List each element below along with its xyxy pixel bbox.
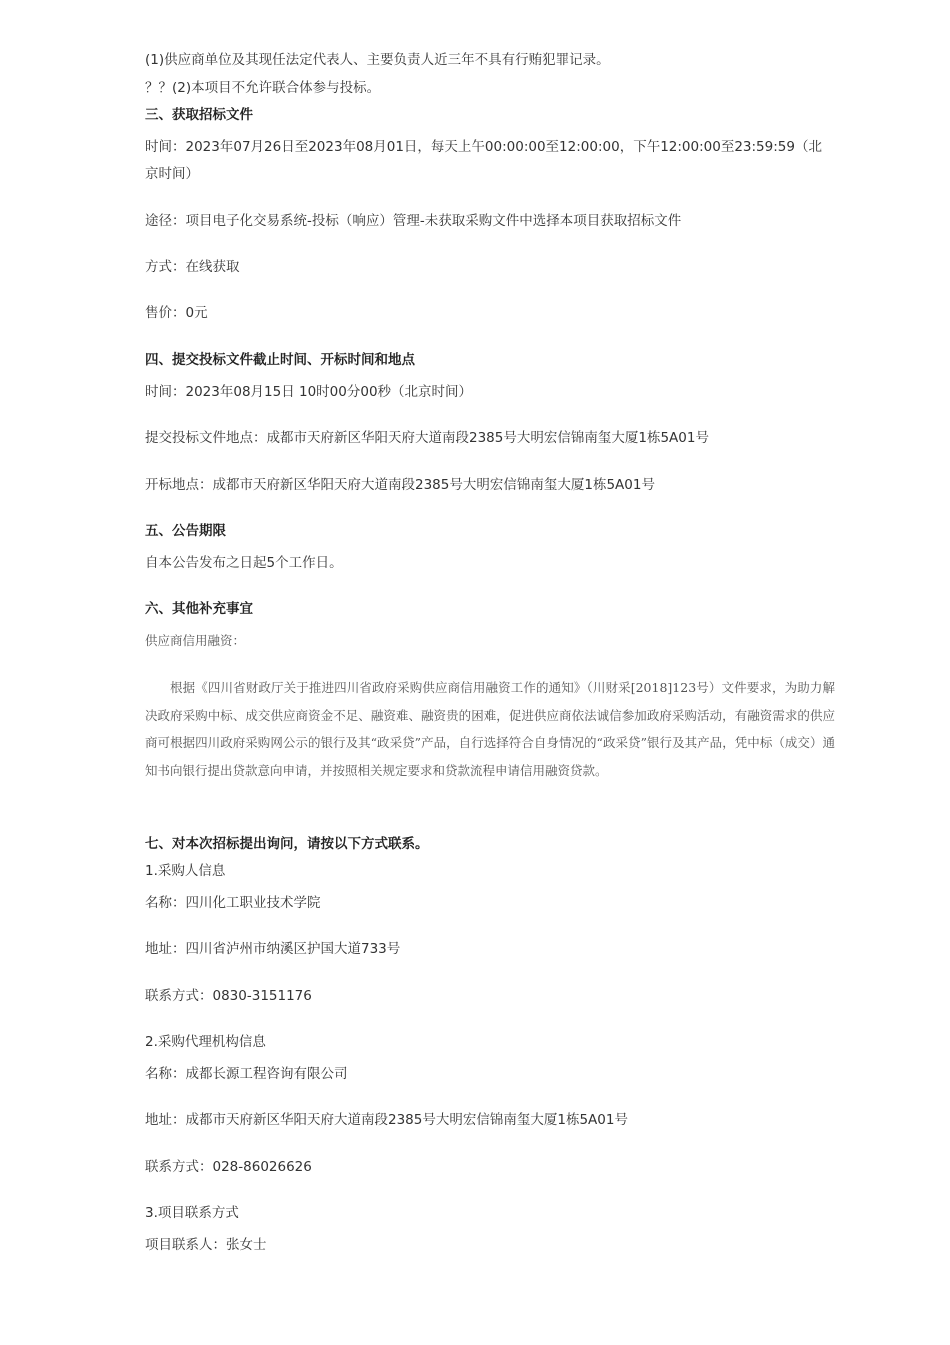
document-time: 时间：2023年07月26日至2023年08月01日，每天上午00:00:00至12:00:00，下午12:00:00至23:59:59（北京时间） <box>145 139 822 182</box>
agency-contact: 联系方式：028-86026626 <box>145 1159 312 1175</box>
project-contact-person: 项目联系人：张女士 <box>145 1237 267 1253</box>
bid-submit-place: 提交投标文件地点：成都市天府新区华阳天府大道南段2385号大明宏信锦南玺大厦1栋5A01号 <box>145 430 709 446</box>
purchaser-info-title: 1.采购人信息 <box>145 863 226 879</box>
bid-deadline-time: 时间：2023年08月15日 10时00分00秒（北京时间） <box>145 384 473 400</box>
agency-address: 地址：成都市天府新区华阳天府大道南段2385号大明宏信锦南玺大厦1栋5A01号 <box>145 1112 628 1128</box>
purchaser-address: 地址：四川省泸州市纳溪区护国大道733号 <box>145 941 401 957</box>
section-heading-7: 七、对本次招标提出询问，请按以下方式联系。 <box>145 836 429 852</box>
section-heading-3: 三、获取招标文件 <box>145 107 253 123</box>
agency-info-title: 2.采购代理机构信息 <box>145 1034 266 1050</box>
section-heading-6: 六、其他补充事宜 <box>145 601 253 617</box>
eligibility-item-2: ？？(2)本项目不允许联合体参与投标。 <box>145 80 381 96</box>
eligibility-item-1: (1)供应商单位及其现任法定代表人、主要负责人近三年不具有行贿犯罪记录。 <box>145 52 610 68</box>
credit-financing-subheading: 供应商信用融资： <box>145 633 246 648</box>
document-price: 售价：0元 <box>145 305 208 321</box>
section-heading-4: 四、提交投标文件截止时间、开标时间和地点 <box>145 352 415 368</box>
agency-name: 名称：成都长源工程咨询有限公司 <box>145 1066 348 1082</box>
document-route: 途径：项目电子化交易系统-投标（响应）管理-未获取采购文件中选择本项目获取招标文件 <box>145 213 682 229</box>
credit-financing-paragraph: 根据《四川省财政厅关于推进四川省政府采购供应商信用融资工作的通知》（川财采[2018]123号）文件要求，为助力解决政府采购中标、成交供应商资金不足、融资难、融资贵的困难，促进供应商依法诚信参加政府采购活动，有融资需求的供应商可根据四川政府采购网公示的银行及其“政采贷”产品，自行选择符合自身情况的“政采贷”银行及其产品，凭中标（成交）通知书向银行提出贷款意向申请，并按照相关规定要求和贷款流程申请信用融资贷款。 <box>145 680 835 778</box>
section-heading-5: 五、公告期限 <box>145 523 226 539</box>
document-method: 方式：在线获取 <box>145 259 240 275</box>
purchaser-name: 名称：四川化工职业技术学院 <box>145 895 321 911</box>
bid-open-place: 开标地点：成都市天府新区华阳天府大道南段2385号大明宏信锦南玺大厦1栋5A01号 <box>145 477 655 493</box>
project-contact-title: 3.项目联系方式 <box>145 1205 239 1221</box>
announcement-period: 自本公告发布之日起5个工作日。 <box>145 555 343 571</box>
purchaser-contact: 联系方式：0830-3151176 <box>145 988 312 1004</box>
